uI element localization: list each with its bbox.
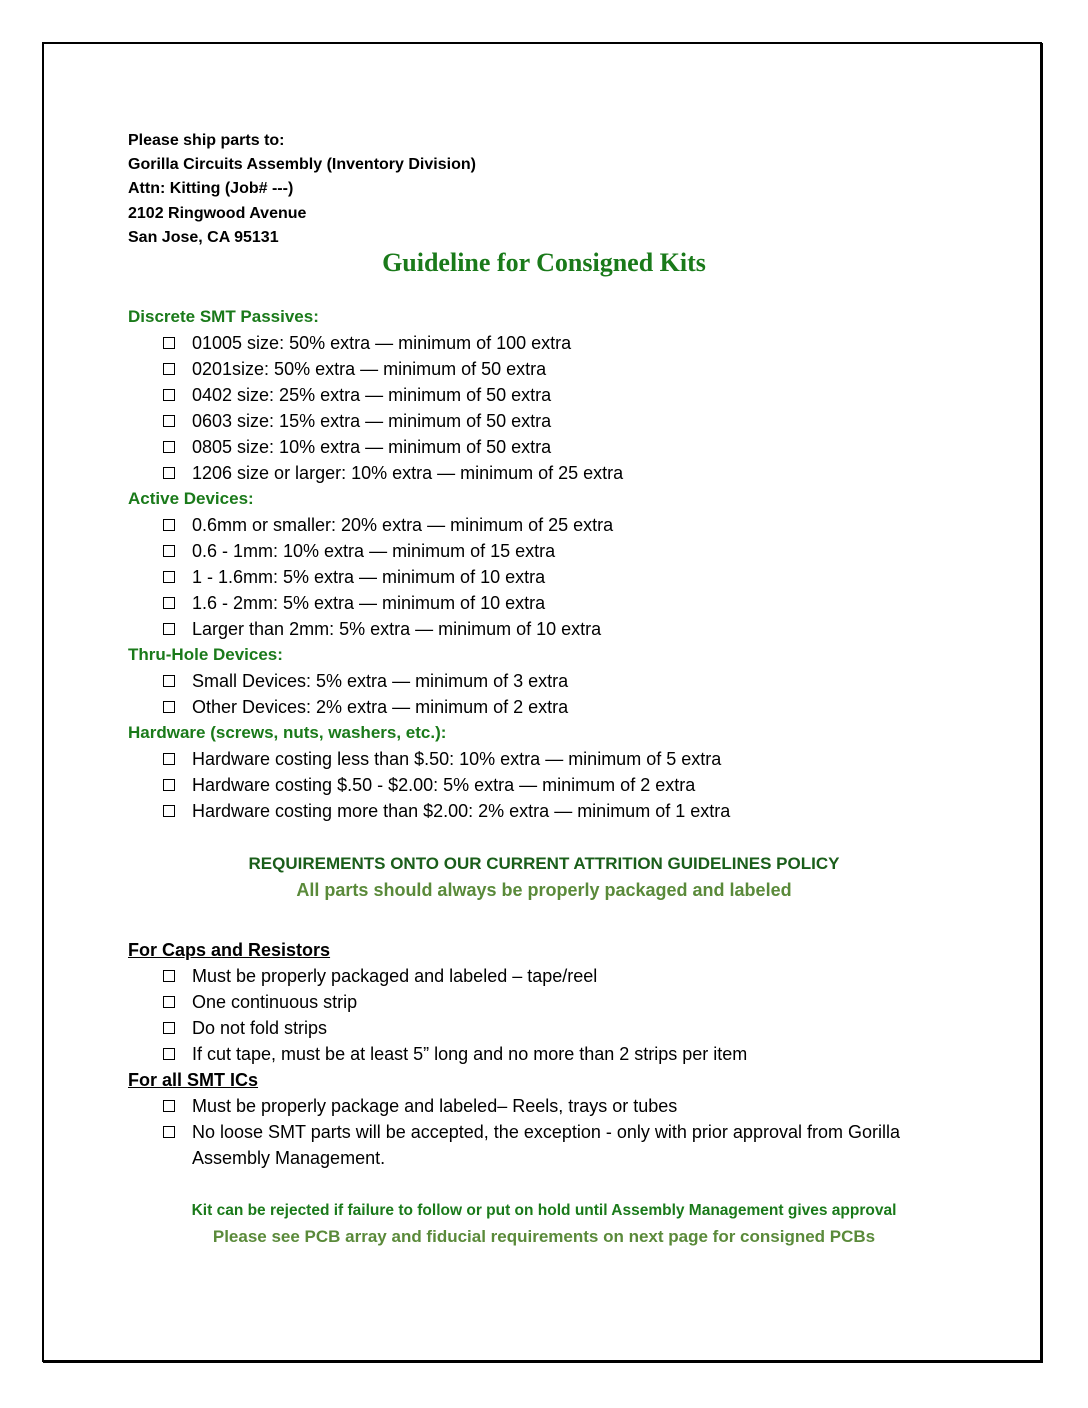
item-text: If cut tape, must be at least 5” long and no more than 2 strips per item (192, 1044, 748, 1064)
checklist-item (128, 963, 988, 989)
section-heading: For Caps and Resistors (128, 940, 331, 960)
checkbox-icon[interactable] (163, 1100, 175, 1112)
checkbox-icon[interactable] (163, 753, 175, 765)
item-text: One continuous strip (192, 992, 358, 1012)
checkbox-icon[interactable] (163, 441, 175, 453)
checklist-item (128, 434, 988, 460)
address-line: Gorilla Circuits Assembly (Inventory Division) (128, 156, 476, 174)
item-text: 0.6mm or smaller: 20% extra — minimum of 25 extra (192, 515, 614, 535)
item-text: Hardware costing less than $.50: 10% extra — minimum of 5 extra (192, 749, 722, 769)
address-line: San Jose, CA 95131 (128, 228, 279, 246)
checkbox-icon[interactable] (163, 805, 175, 817)
checkbox-icon[interactable] (163, 970, 175, 982)
pcb-requirements-note: Please see PCB array and fiducial requirements on next page for consigned PCBs (212, 1227, 876, 1246)
category-heading: Active Devices: (128, 489, 254, 508)
item-text: Must be properly packaged and labeled – tape/reel (192, 966, 598, 986)
checkbox-icon[interactable] (163, 1048, 175, 1060)
checklist-item (128, 512, 988, 538)
checklist-item (128, 772, 988, 798)
address-line: 2102 Ringwood Avenue (128, 204, 307, 222)
checkbox-icon[interactable] (163, 467, 175, 479)
checklist-item (128, 1041, 988, 1067)
category-heading: Hardware (screws, nuts, washers, etc.): (128, 723, 447, 742)
checklist-item (128, 330, 988, 356)
item-text: Larger than 2mm: 5% extra — minimum of 10 extra (192, 619, 602, 639)
checklist-item (128, 460, 988, 486)
page-title: Guideline for Consigned Kits (382, 248, 706, 277)
category-heading: Discrete SMT Passives: (128, 307, 319, 326)
item-text: 0805 size: 10% extra — minimum of 50 extra (192, 437, 552, 457)
item-text: 0402 size: 25% extra — minimum of 50 extra (192, 385, 552, 405)
checkbox-icon[interactable] (163, 1022, 175, 1034)
checklist-item (128, 1015, 988, 1041)
item-text: Hardware costing $.50 - $2.00: 5% extra — minimum of 2 extra (192, 775, 696, 795)
checklist-item (128, 798, 988, 824)
checkbox-icon[interactable] (163, 415, 175, 427)
item-text: 1 - 1.6mm: 5% extra — minimum of 10 extra (192, 567, 546, 587)
item-text: Must be properly package and labeled– Reels, trays or tubes (192, 1096, 678, 1116)
checklist-item (128, 408, 988, 434)
checkbox-icon[interactable] (163, 337, 175, 349)
checkbox-icon[interactable] (163, 623, 175, 635)
checklist-item (128, 668, 988, 694)
shipping-address (128, 129, 476, 250)
section-heading: For all SMT ICs (128, 1070, 259, 1090)
checkbox-icon[interactable] (163, 571, 175, 583)
address-line: Please ship parts to: (128, 132, 285, 149)
checklist-item (128, 590, 988, 616)
requirements-title: REQUIREMENTS ONTO OUR CURRENT ATTRITION GUIDELINES POLICY (248, 854, 840, 873)
checklist-item (128, 989, 988, 1015)
checklist-item (128, 616, 988, 642)
checkbox-icon[interactable] (163, 597, 175, 609)
checkbox-icon[interactable] (163, 675, 175, 687)
item-text: 1206 size or larger: 10% extra — minimum of 25 extra (192, 463, 624, 483)
checklist-item (128, 1093, 988, 1119)
item-text: Other Devices: 2% extra — minimum of 2 extra (192, 697, 569, 717)
checkbox-icon[interactable] (163, 779, 175, 791)
checkbox-icon[interactable] (163, 1126, 175, 1138)
checklist-item (128, 538, 988, 564)
item-text: 1.6 - 2mm: 5% extra — minimum of 10 extra (192, 593, 546, 613)
checklist-item (128, 746, 988, 772)
checkbox-icon[interactable] (163, 363, 175, 375)
item-text: No loose SMT parts will be accepted, the exception - only with prior approval from Gorilla Assembly Management. (192, 1122, 900, 1168)
item-text: 0201size: 50% extra — minimum of 50 extra (192, 359, 547, 379)
checklist-item (128, 694, 988, 720)
rejection-notice: Kit can be rejected if failure to follow or put on hold until Assembly Management gives approval (191, 1202, 897, 1219)
item-text: Hardware costing more than $2.00: 2% extra — minimum of 1 extra (192, 801, 731, 821)
category-heading: Thru-Hole Devices: (128, 645, 283, 664)
checklist-item (128, 564, 988, 590)
item-text: Small Devices: 5% extra — minimum of 3 extra (192, 671, 569, 691)
attrition-guidelines (128, 304, 988, 824)
checklist-item (128, 1119, 912, 1171)
checkbox-icon[interactable] (163, 996, 175, 1008)
checklist-item (128, 356, 988, 382)
packaging-requirements (128, 937, 988, 1171)
item-text: 01005 size: 50% extra — minimum of 100 extra (192, 333, 572, 353)
item-text: Do not fold strips (192, 1018, 328, 1038)
requirements-subtitle: All parts should always be properly packaged and labeled (296, 880, 792, 900)
checklist-item (128, 382, 988, 408)
checkbox-icon[interactable] (163, 545, 175, 557)
checkbox-icon[interactable] (163, 389, 175, 401)
checkbox-icon[interactable] (163, 701, 175, 713)
address-line: Attn: Kitting (Job# ---) (128, 180, 294, 198)
checkbox-icon[interactable] (163, 519, 175, 531)
item-text: 0603 size: 15% extra — minimum of 50 extra (192, 411, 552, 431)
item-text: 0.6 - 1mm: 10% extra — minimum of 15 extra (192, 541, 556, 561)
